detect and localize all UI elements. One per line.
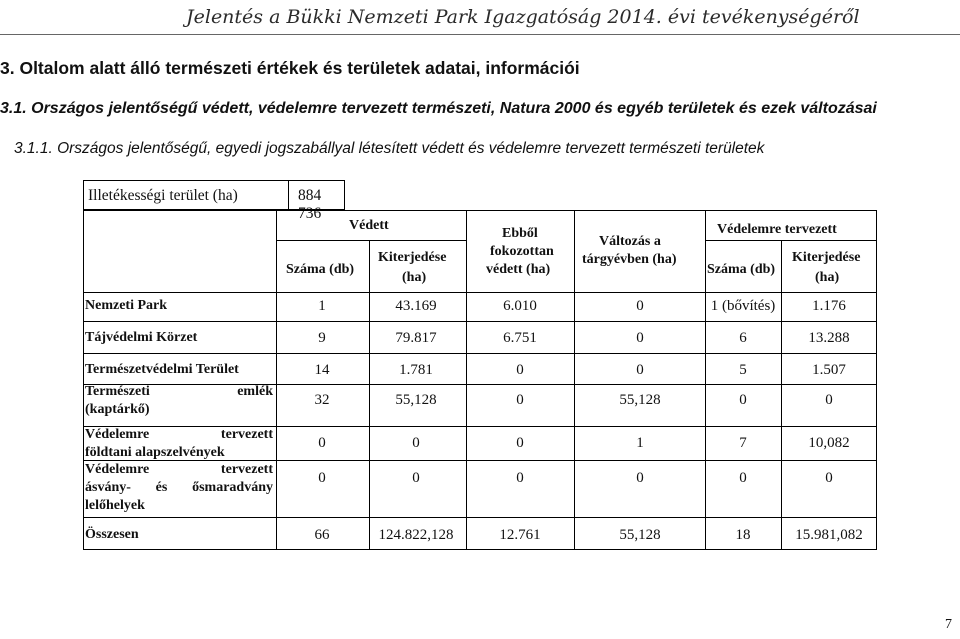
row-label: Védelemre tervezett	[85, 427, 273, 442]
header-change: Változás a	[599, 234, 661, 249]
table-cell: 0	[318, 435, 326, 451]
row-label: Védelemre tervezett	[85, 462, 273, 477]
section-heading: 3. Oltalom alatt álló természeti értékek és területek adatai, információi	[0, 58, 580, 78]
table-cell: 0	[516, 435, 524, 451]
table-cell: 124.822,128	[378, 527, 454, 543]
table-cell: 12.761	[499, 527, 541, 543]
page-number: 7	[945, 617, 952, 632]
table-cell: 0	[739, 470, 747, 486]
table-cell: 0	[739, 392, 747, 408]
header-planned-count: Száma (db)	[707, 262, 776, 277]
table-cell: 1.176	[812, 298, 846, 314]
table-cell: 0	[412, 470, 420, 486]
table-cell: 55,128	[619, 527, 661, 543]
row-label: (kaptárkő)	[85, 402, 150, 417]
table-cell: 0	[412, 435, 420, 451]
table-cell: 79.817	[395, 330, 437, 346]
table-cell: 7	[739, 435, 747, 451]
header-planned-extent: Kiterjedése	[792, 250, 861, 265]
header-count: Száma (db)	[286, 262, 355, 277]
table-cell: 6	[739, 330, 747, 346]
table-cell: 0	[825, 470, 833, 486]
table-cell: 0	[636, 298, 644, 314]
table-cell: 14	[314, 362, 330, 378]
table-cell: 0	[318, 470, 326, 486]
row-label: Természetvédelmi Terület	[85, 362, 239, 377]
header-planned-extent-unit: (ha)	[815, 270, 840, 285]
header-of-which: Ebből	[502, 226, 538, 241]
row-label: ásvány- és ősmaradvány	[85, 480, 273, 495]
jurisdiction-area-value: 884 736	[298, 187, 322, 222]
document-header: Jelentés a Bükki Nemzeti Park Igazgatóság 2014. évi tevékenységéről	[186, 6, 860, 28]
header-protected: Védett	[349, 218, 389, 233]
header-change-year: tárgyévben (ha)	[582, 252, 677, 267]
table-cell: 0	[516, 470, 524, 486]
header-extent: Kiterjedése	[378, 250, 447, 265]
header-planned: Védelemre tervezett	[717, 222, 837, 237]
table-cell: 55,128	[619, 392, 661, 408]
header-strictly: fokozottan	[490, 244, 554, 259]
table-cell: 15.981,082	[795, 527, 863, 543]
table-cell: 0	[636, 362, 644, 378]
table-cell: 1	[318, 298, 326, 314]
table-cell: 0	[636, 470, 644, 486]
row-label: Természeti emlék	[85, 384, 273, 399]
header-strictly-protected: védett (ha)	[486, 262, 551, 277]
row-label: Összesen	[85, 527, 139, 542]
row-label: lelőhelyek	[85, 498, 145, 513]
row-label: Tájvédelmi Körzet	[85, 330, 198, 345]
table-cell: 43.169	[395, 298, 437, 314]
row-label: földtani alapszelvények	[85, 445, 225, 460]
table-cell: 1.507	[812, 362, 846, 378]
table-cell: 55,128	[395, 392, 437, 408]
subsection-heading: 3.1. Országos jelentőségű védett, védelemre tervezett természeti, Natura 2000 és egyéb területek és ezek változásai	[0, 100, 877, 117]
subsubsection-heading: 3.1.1. Országos jelentőségű, egyedi jogszabállyal létesített védett és védelemre tervezett természeti területek	[14, 140, 765, 157]
header-extent-unit: (ha)	[402, 270, 427, 285]
table-cell: 1.781	[399, 362, 433, 378]
table-cell: 13.288	[808, 330, 850, 346]
table-cell: 9	[318, 330, 326, 346]
table-cell: 18	[735, 527, 751, 543]
table-cell: 5	[739, 362, 747, 378]
table-cell: 6.010	[503, 298, 537, 314]
table-cell: 10,082	[808, 435, 850, 451]
table-cell: 66	[314, 527, 330, 543]
table-cell: 0	[516, 392, 524, 408]
table-cell: 1 (bővítés)	[710, 298, 776, 314]
table-cell: 0	[516, 362, 524, 378]
table-cell: 1	[636, 435, 644, 451]
table-cell: 32	[314, 392, 330, 408]
jurisdiction-area-label: Illetékességi terület (ha)	[88, 187, 238, 204]
table-cell: 0	[825, 392, 833, 408]
table-cell: 0	[636, 330, 644, 346]
table-cell: 6.751	[503, 330, 537, 346]
row-label: Nemzeti Park	[85, 298, 168, 313]
